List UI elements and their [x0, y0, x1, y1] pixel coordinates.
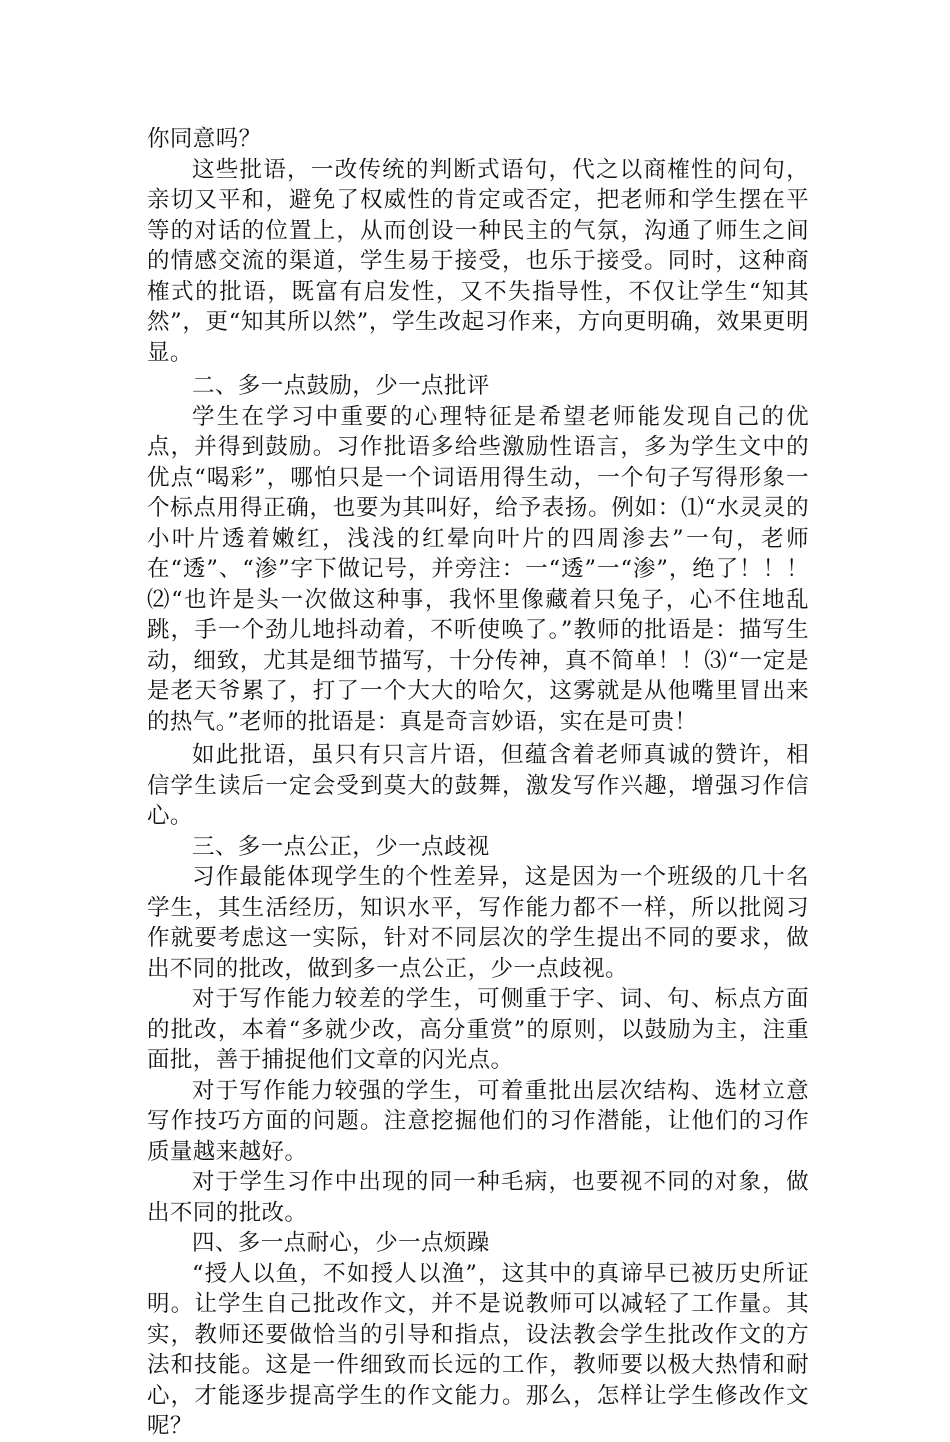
paragraph-comments-discussion: 这些批语，一改传统的判断式语句，代之以商榷性的问句，亲切又平和，避免了权威性的肯定或否定，把老师和学生摆在平等的对话的位置上，从而创设一种民主的气氛，沟通了师生之间的情感交流的渠道，学生易于接受，也乐于接受。同时，这种商榷式的批语，既富有启发性，又不失指导性，不仅让学生“知其然”，更“知其所以然”，学生改起习作来，方向更明确，效果更明显。	[147, 156, 809, 366]
paragraph-patience: “授人以鱼，不如授人以渔”，这其中的真谛早已被历史所证明。让学生自己批改作文，并不是说教师可以减轻了工作量。其实，教师还要做恰当的引导和指点，设法教会学生批改作文的方法和技能。这是一件细致而长远的工作，教师要以极大热情和耐心，才能逐步提高学生的作文能力。那么，怎样让学生修改作文呢？	[147, 1260, 809, 1439]
section-heading-3: 三、多一点公正，少一点歧视	[192, 833, 490, 860]
paragraph-weaker-students: 对于写作能力较差的学生，可侧重于字、词、句、标点方面的批改，本着“多就少改，高分重赏”的原则，以鼓励为主，注重面批，善于捕捉他们文章的闪光点。	[147, 986, 809, 1073]
section-heading-2: 二、多一点鼓励，少一点批评	[192, 373, 490, 399]
paragraph-encouragement: 学生在学习中重要的心理特征是希望老师能发现自己的优点，并得到鼓励。习作批语多给些激励性语言，多为学生文中的优点“喝彩”，哪怕只是一个词语用得生动，一个句子写得形象一个标点用得正确，也要为其叫好，给予表扬。例如：⑴“水灵灵的小叶片透着嫩红，浅浅的红晕向叶片的四周渗去”一句，老师在“透”、“渗”字下做记号，并旁注：一“透”一“渗”，绝了！！！⑵“也许是头一次做这种事，我怀里像藏着只兔子，心不住地乱跳，手一个劲儿地抖动着，不听使唤了。”教师的批语是：描写生动，细致，尤其是细节描写，十分传神，真不简单！！⑶“一定是是老天爷累了，打了一个大大的哈欠，这雾就是从他嘴里冒出来的热气。”老师的批语是：真是奇言妙语，实在是可贵！	[147, 403, 809, 735]
section-heading-4: 四、多一点耐心，少一点烦躁	[192, 1230, 490, 1256]
document-page	[147, 124, 809, 1442]
paragraph-fairness: 习作最能体现学生的个性差异，这是因为一个班级的几十名学生，其生活经历，知识水平，写作能力都不一样，所以批阅习作就要考虑这一实际，针对不同层次的学生提出不同的要求，做出不同的批改，做到多一点公正，少一点歧视。	[147, 864, 809, 982]
paragraph-encouragement-summary: 如此批语，虽只有只言片语，但蕴含着老师真诚的赞许，相信学生读后一定会受到莫大的鼓舞，激发写作兴趣，增强习作信心。	[147, 742, 809, 829]
paragraph-same-problem: 对于学生习作中出现的同一种毛病，也要视不同的对象，做出不同的批改。	[147, 1169, 809, 1226]
paragraph-continuation: 你同意吗？	[147, 126, 262, 152]
paragraph-stronger-students: 对于写作能力较强的学生，可着重批出层次结构、选材立意写作技巧方面的问题。注意挖掘他们的习作潜能，让他们的习作质量越来越好。	[147, 1077, 809, 1165]
